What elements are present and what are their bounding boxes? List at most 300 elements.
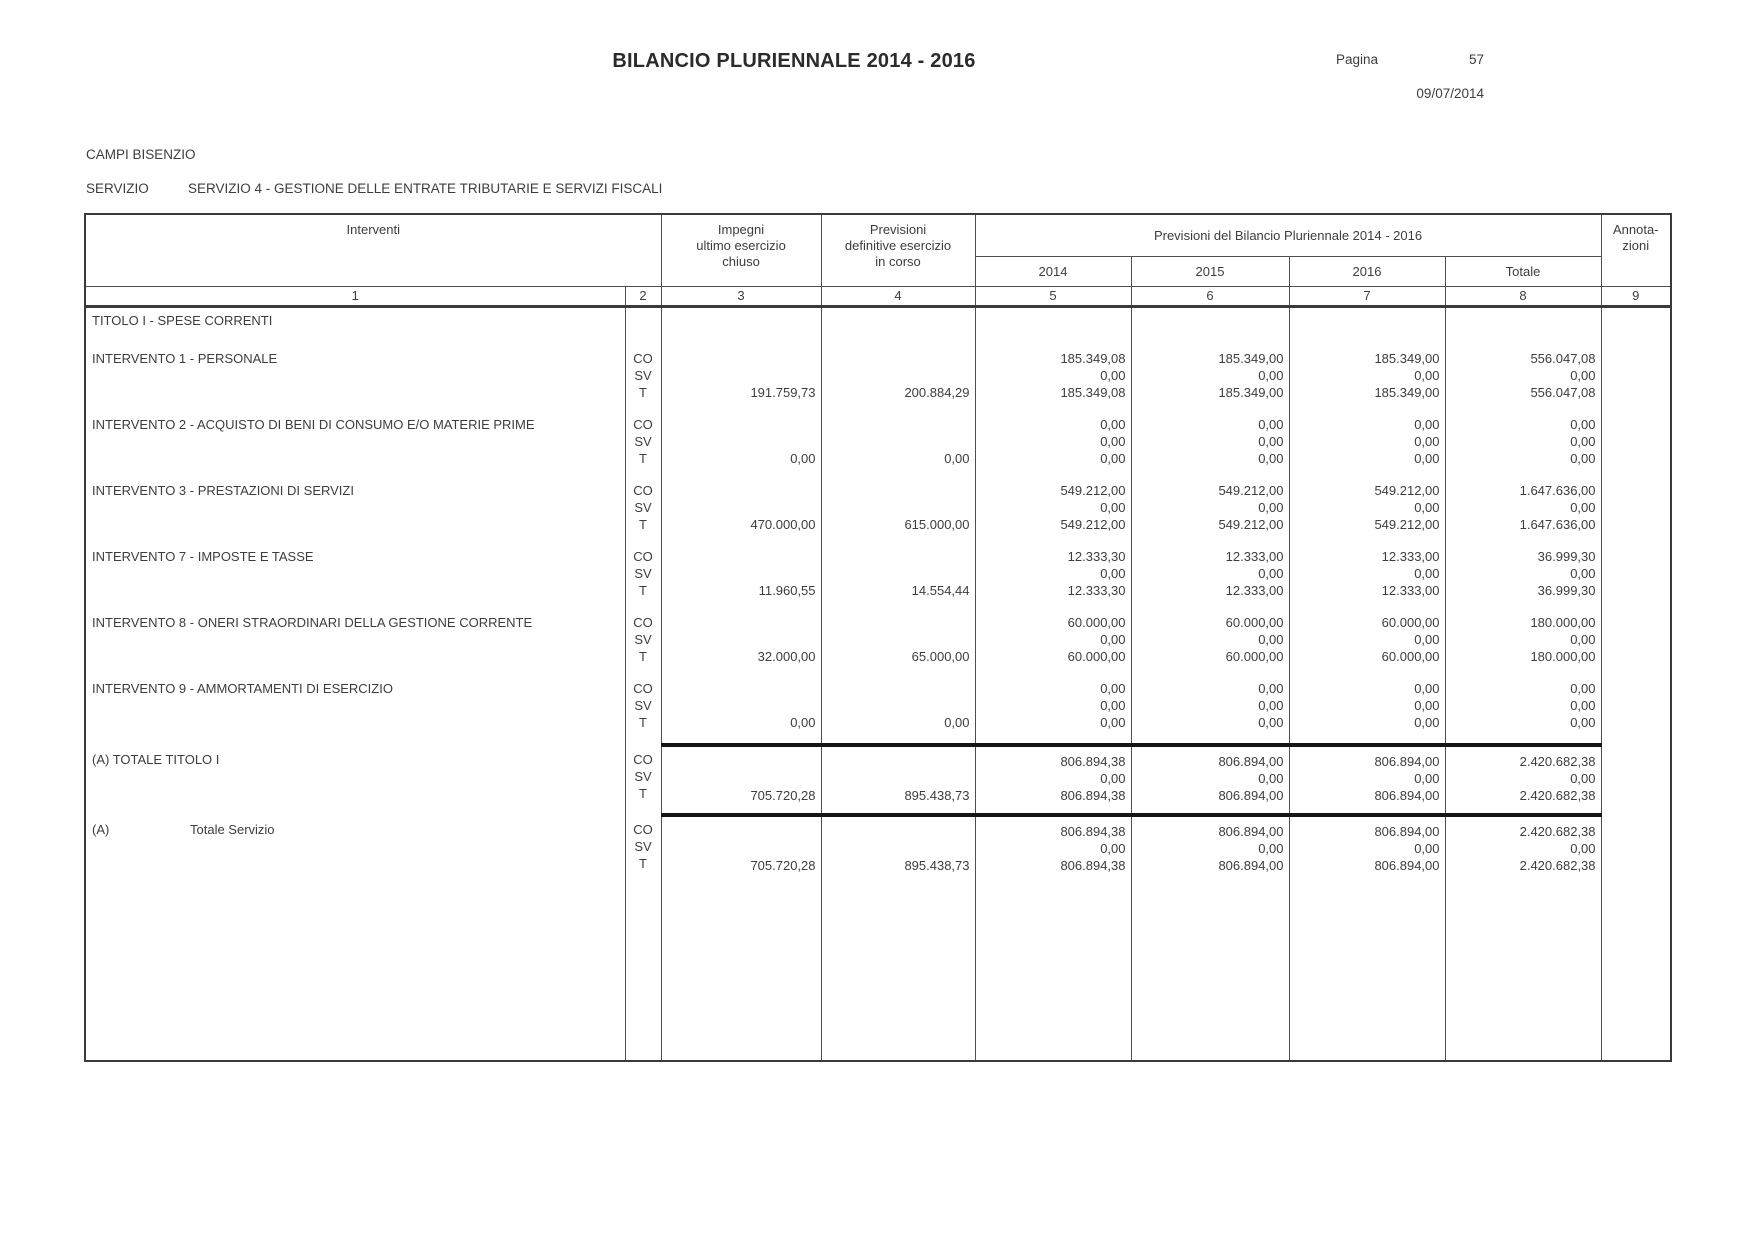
row-type-sv: SV <box>634 368 652 383</box>
value-co: 1.647.636,00 <box>1519 483 1596 498</box>
value-sv: 0,00 <box>1100 698 1126 713</box>
table-header <box>85 214 1671 306</box>
value-sv <box>662 770 821 787</box>
anno-2014-cell <box>975 677 1131 745</box>
intervento-label: INTERVENTO 3 - PRESTAZIONI DI SERVIZI <box>92 483 354 498</box>
value-sv: 0,00 <box>1100 500 1126 515</box>
anno-2016-cell <box>1289 815 1445 883</box>
value-t: 705.720,28 <box>750 788 816 803</box>
annotazioni-cell <box>1601 413 1671 479</box>
impegni-cell <box>661 347 821 413</box>
header-impegni-line3: chiuso <box>722 254 760 269</box>
value-sv: 0,00 <box>1414 500 1440 515</box>
value-t: 191.759,73 <box>750 385 816 400</box>
value-sv <box>822 367 975 384</box>
value-t: 12.333,00 <box>1381 583 1440 598</box>
value-sv <box>822 840 975 857</box>
value-sv <box>662 433 821 450</box>
value-co: 806.894,38 <box>1060 754 1126 769</box>
value-co <box>822 482 975 499</box>
value-co: 185.349,00 <box>1374 351 1440 366</box>
value-t: 2.420.682,38 <box>1519 858 1596 873</box>
header-annotazioni-line2: zioni <box>1622 238 1650 253</box>
value-sv <box>662 697 821 714</box>
value-sv: 0,00 <box>1258 434 1284 449</box>
value-sv: 0,00 <box>1570 632 1596 647</box>
value-co: 549.212,00 <box>1218 483 1284 498</box>
anno-2016-cell <box>1289 611 1445 677</box>
totale-cell <box>1445 677 1601 745</box>
anno-2014-cell <box>975 347 1131 413</box>
impegni-cell <box>661 815 821 883</box>
value-co <box>822 680 975 697</box>
anno-2015-cell <box>1131 815 1289 883</box>
value-sv: 0,00 <box>1100 771 1126 786</box>
intervento-label-cell <box>85 479 625 545</box>
value-co: 12.333,00 <box>1381 549 1440 564</box>
filler-cell <box>1289 883 1445 1061</box>
value-sv: 0,00 <box>1570 771 1596 786</box>
value-sv: 0,00 <box>1100 632 1126 647</box>
value-sv: 0,00 <box>1258 368 1284 383</box>
anno-2014-cell <box>975 479 1131 545</box>
value-sv: 0,00 <box>1414 566 1440 581</box>
value-co <box>822 753 975 770</box>
row-type-cell <box>625 545 661 611</box>
value-co: 12.333,30 <box>1067 549 1126 564</box>
intervento-label: (A) TOTALE TITOLO I <box>92 752 220 767</box>
value-t: 60.000,00 <box>1381 649 1440 664</box>
header-totale: Totale <box>1445 256 1601 286</box>
anno-2016-cell <box>1289 479 1445 545</box>
annotazioni-cell <box>1601 347 1671 413</box>
row-type-sv: SV <box>634 839 652 854</box>
row-type-cell <box>625 815 661 883</box>
previsioni-definitive-cell <box>821 611 975 677</box>
filler-row <box>85 883 1671 1061</box>
filler-cell <box>821 883 975 1061</box>
anno-2014-cell <box>975 815 1131 883</box>
row-type-sv: SV <box>634 566 652 581</box>
column-number-9: 9 <box>1601 286 1671 306</box>
row-type-sv: SV <box>634 632 652 647</box>
value-t: 0,00 <box>1570 451 1596 466</box>
anno-2016-cell <box>1289 745 1445 815</box>
value-co: 806.894,00 <box>1218 754 1284 769</box>
value-sv: 0,00 <box>1570 368 1596 383</box>
value-t: 0,00 <box>1258 451 1284 466</box>
filler-cell <box>975 883 1131 1061</box>
value-cell <box>821 306 975 347</box>
value-sv: 0,00 <box>1570 698 1596 713</box>
totale-cell <box>1445 815 1601 883</box>
anno-2016-cell <box>1289 545 1445 611</box>
page-title: BILANCIO PLURIENNALE 2014 - 2016 <box>612 50 976 72</box>
row-type-co: CO <box>633 615 653 630</box>
value-t: 65.000,00 <box>911 649 970 664</box>
value-t: 60.000,00 <box>1067 649 1126 664</box>
intervento-label: INTERVENTO 2 - ACQUISTO DI BENI DI CONSUMO E/O MATERIE PRIME <box>92 417 535 432</box>
anno-2014-cell <box>975 413 1131 479</box>
value-sv: 0,00 <box>1414 841 1440 856</box>
row-type-cell <box>625 413 661 479</box>
value-t: 556.047,08 <box>1530 385 1596 400</box>
totale-cell <box>1445 413 1601 479</box>
intervento-label-cell <box>85 745 625 815</box>
row-type-cell <box>625 677 661 745</box>
anno-2016-cell <box>1289 677 1445 745</box>
previsioni-definitive-cell <box>821 677 975 745</box>
row-type-co: CO <box>633 549 653 564</box>
value-t: 11.960,55 <box>758 583 816 598</box>
row-type-cell <box>625 745 661 815</box>
previsioni-definitive-cell <box>821 413 975 479</box>
value-t: 0,00 <box>1414 451 1440 466</box>
value-cell <box>1131 306 1289 347</box>
value-sv: 0,00 <box>1100 368 1126 383</box>
anno-2015-cell <box>1131 745 1289 815</box>
totale-cell <box>1445 611 1601 677</box>
budget-table <box>84 213 1672 1062</box>
value-cell <box>975 306 1131 347</box>
header-prevdef-line3: in corso <box>875 254 921 269</box>
value-cell <box>1289 306 1445 347</box>
value-cell <box>661 306 821 347</box>
intervento-row <box>85 413 1671 479</box>
anno-2014-cell <box>975 611 1131 677</box>
value-sv: 0,00 <box>1414 632 1440 647</box>
value-co: 60.000,00 <box>1225 615 1284 630</box>
anno-2015-cell <box>1131 413 1289 479</box>
row-type-co: CO <box>633 483 653 498</box>
anno-2016-cell <box>1289 347 1445 413</box>
value-t: 200.884,29 <box>904 385 970 400</box>
value-co <box>822 614 975 631</box>
value-co <box>662 416 821 433</box>
header-interventi: Interventi <box>85 214 661 286</box>
value-sv <box>822 697 975 714</box>
intervento-label-cell <box>85 545 625 611</box>
section-title-cell <box>85 306 625 347</box>
value-t: 0,00 <box>790 715 816 730</box>
value-co <box>822 416 975 433</box>
row-type-t: T <box>639 583 647 598</box>
value-sv: 0,00 <box>1258 566 1284 581</box>
value-sv: 0,00 <box>1100 841 1126 856</box>
value-co <box>662 350 821 367</box>
filler-cell <box>1445 883 1601 1061</box>
value-sv: 0,00 <box>1258 632 1284 647</box>
value-co: 12.333,00 <box>1225 549 1284 564</box>
anno-2015-cell <box>1131 479 1289 545</box>
annotazioni-cell <box>1601 306 1671 347</box>
intervento-label: INTERVENTO 7 - IMPOSTE E TASSE <box>92 549 314 564</box>
row-type-t: T <box>639 715 647 730</box>
value-t: 185.349,08 <box>1060 385 1126 400</box>
value-t: 806.894,00 <box>1218 858 1284 873</box>
intervento-label: INTERVENTO 8 - ONERI STRAORDINARI DELLA GESTIONE CORRENTE <box>92 615 533 630</box>
value-t: 36.999,30 <box>1537 583 1596 598</box>
value-sv <box>822 499 975 516</box>
column-number-2: 2 <box>625 286 661 306</box>
filler-cell <box>1601 883 1671 1061</box>
value-co: 2.420.682,38 <box>1519 824 1596 839</box>
entity-name: CAMPI BISENZIO <box>86 147 196 162</box>
intervento-label-cell <box>85 413 625 479</box>
value-t: 32.000,00 <box>757 649 816 664</box>
value-t: 14.554,44 <box>911 583 970 598</box>
section-title: TITOLO I - SPESE CORRENTI <box>92 312 273 328</box>
page-number: 57 <box>1468 52 1484 67</box>
row-type-sv: SV <box>634 434 652 449</box>
value-t: 60.000,00 <box>1225 649 1284 664</box>
value-t: 806.894,00 <box>1374 858 1440 873</box>
row-type-t: T <box>639 517 647 532</box>
value-co: 2.420.682,38 <box>1519 754 1596 769</box>
value-co: 0,00 <box>1100 417 1126 432</box>
value-sv: 0,00 <box>1258 841 1284 856</box>
value-t: 12.333,30 <box>1067 583 1126 598</box>
row-type-co: CO <box>633 822 653 837</box>
value-co: 0,00 <box>1570 417 1596 432</box>
section-title-row <box>85 306 1671 347</box>
service-label: SERVIZIO <box>86 181 149 196</box>
intervento-label-cell <box>85 347 625 413</box>
previsioni-definitive-cell <box>821 545 975 611</box>
impegni-cell <box>661 545 821 611</box>
value-t: 806.894,00 <box>1374 788 1440 803</box>
row-type-co: CO <box>633 681 653 696</box>
value-t: 705.720,28 <box>750 858 816 873</box>
value-t: 549.212,00 <box>1060 517 1126 532</box>
totale-cell <box>1445 545 1601 611</box>
value-co: 0,00 <box>1100 681 1126 696</box>
row-type-cell <box>625 306 661 347</box>
value-t: 12.333,00 <box>1225 583 1284 598</box>
value-sv <box>822 631 975 648</box>
previsioni-definitive-cell <box>821 745 975 815</box>
value-co: 0,00 <box>1258 681 1284 696</box>
header-impegni-line1: Impegni <box>717 222 765 237</box>
annotazioni-cell <box>1601 545 1671 611</box>
anno-2015-cell <box>1131 677 1289 745</box>
anno-2015-cell <box>1131 347 1289 413</box>
value-co: 180.000,00 <box>1530 615 1596 630</box>
value-t: 549.212,00 <box>1218 517 1284 532</box>
header-impegni <box>661 214 821 286</box>
intervento-label-cell <box>85 815 625 883</box>
value-sv: 0,00 <box>1570 434 1596 449</box>
intervento-row <box>85 479 1671 545</box>
annotazioni-cell <box>1601 745 1671 815</box>
totale-cell <box>1445 479 1601 545</box>
value-t: 0,00 <box>1414 715 1440 730</box>
value-sv: 0,00 <box>1570 566 1596 581</box>
value-co: 60.000,00 <box>1067 615 1126 630</box>
value-t: 0,00 <box>944 715 970 730</box>
row-type-t: T <box>639 786 647 801</box>
header-prevdef-line2: definitive esercizio <box>844 238 952 253</box>
service-row <box>86 181 662 196</box>
value-co: 806.894,38 <box>1060 824 1126 839</box>
row-type-t: T <box>639 451 647 466</box>
header-annotazioni <box>1601 214 1671 286</box>
value-co <box>662 680 821 697</box>
value-t: 895.438,73 <box>904 858 970 873</box>
row-type-sv: SV <box>634 698 652 713</box>
row-type-t: T <box>639 649 647 664</box>
column-number-1: 1 <box>85 286 625 306</box>
value-t: 180.000,00 <box>1530 649 1596 664</box>
intervento-row <box>85 745 1671 815</box>
value-co <box>662 614 821 631</box>
value-t: 806.894,38 <box>1060 858 1126 873</box>
value-co: 60.000,00 <box>1381 615 1440 630</box>
value-sv <box>822 565 975 582</box>
value-co: 0,00 <box>1258 417 1284 432</box>
column-number-8: 8 <box>1445 286 1601 306</box>
value-co <box>822 823 975 840</box>
filler-cell <box>625 883 661 1061</box>
value-sv: 0,00 <box>1100 434 1126 449</box>
value-t: 0,00 <box>1100 715 1126 730</box>
value-sv: 0,00 <box>1414 434 1440 449</box>
value-co <box>822 350 975 367</box>
value-sv <box>662 565 821 582</box>
column-number-3: 3 <box>661 286 821 306</box>
value-t: 549.212,00 <box>1374 517 1440 532</box>
impegni-cell <box>661 413 821 479</box>
header-year-2016: 2016 <box>1289 256 1445 286</box>
intervento-sublabel: Totale Servizio <box>190 822 275 837</box>
value-t: 0,00 <box>944 451 970 466</box>
row-type-t: T <box>639 856 647 871</box>
row-type-cell <box>625 479 661 545</box>
value-co: 549.212,00 <box>1374 483 1440 498</box>
value-sv <box>662 840 821 857</box>
column-number-row <box>85 286 1671 306</box>
value-sv: 0,00 <box>1258 500 1284 515</box>
column-number-6: 6 <box>1131 286 1289 306</box>
value-t: 2.420.682,38 <box>1519 788 1596 803</box>
value-cell <box>1445 306 1601 347</box>
value-t: 895.438,73 <box>904 788 970 803</box>
value-sv <box>662 499 821 516</box>
impegni-cell <box>661 745 821 815</box>
anno-2016-cell <box>1289 413 1445 479</box>
value-co: 36.999,30 <box>1537 549 1596 564</box>
row-type-co: CO <box>633 351 653 366</box>
value-sv: 0,00 <box>1414 771 1440 786</box>
anno-2014-cell <box>975 545 1131 611</box>
filler-cell <box>1131 883 1289 1061</box>
value-co: 556.047,08 <box>1530 351 1596 366</box>
header-previsioni-pluriennale: Previsioni del Bilancio Pluriennale 2014 - 2016 <box>975 214 1601 256</box>
value-co <box>662 548 821 565</box>
value-co: 185.349,00 <box>1218 351 1284 366</box>
annotazioni-cell <box>1601 479 1671 545</box>
header-row-main <box>85 214 1671 256</box>
value-t: 0,00 <box>1100 451 1126 466</box>
value-t: 0,00 <box>1570 715 1596 730</box>
anno-2014-cell <box>975 745 1131 815</box>
service-value: SERVIZIO 4 - GESTIONE DELLE ENTRATE TRIBUTARIE E SERVIZI FISCALI <box>188 181 663 196</box>
value-sv: 0,00 <box>1100 566 1126 581</box>
value-t: 0,00 <box>790 451 816 466</box>
value-co: 806.894,00 <box>1374 754 1440 769</box>
impegni-cell <box>661 677 821 745</box>
table-body <box>85 306 1671 1061</box>
intervento-row <box>85 347 1671 413</box>
intervento-row <box>85 815 1671 883</box>
value-sv <box>822 433 975 450</box>
report-date: 09/07/2014 <box>1416 86 1484 101</box>
value-t: 185.349,00 <box>1218 385 1284 400</box>
row-type-cell <box>625 347 661 413</box>
page-number-row <box>1336 52 1484 67</box>
value-co <box>662 753 821 770</box>
value-t: 806.894,38 <box>1060 788 1126 803</box>
anno-2015-cell <box>1131 611 1289 677</box>
previsioni-definitive-cell <box>821 815 975 883</box>
column-number-4: 4 <box>821 286 975 306</box>
value-co: 0,00 <box>1414 417 1440 432</box>
value-t: 615.000,00 <box>904 517 970 532</box>
value-t: 1.647.636,00 <box>1519 517 1596 532</box>
value-co: 806.894,00 <box>1218 824 1284 839</box>
previsioni-definitive-cell <box>821 347 975 413</box>
row-type-t: T <box>639 385 647 400</box>
value-co <box>662 482 821 499</box>
value-co <box>662 823 821 840</box>
value-t: 185.349,00 <box>1374 385 1440 400</box>
intervento-row <box>85 611 1671 677</box>
totale-cell <box>1445 347 1601 413</box>
header-year-2015: 2015 <box>1131 256 1289 286</box>
annotazioni-cell <box>1601 611 1671 677</box>
intervento-label: (A) <box>92 822 110 837</box>
intervento-row <box>85 677 1671 745</box>
value-co: 806.894,00 <box>1374 824 1440 839</box>
header-annotazioni-line1: Annota- <box>1612 222 1659 237</box>
filler-cell <box>85 883 625 1061</box>
intervento-label: INTERVENTO 1 - PERSONALE <box>92 351 278 366</box>
value-sv <box>822 770 975 787</box>
header-year-2014: 2014 <box>975 256 1131 286</box>
value-co: 0,00 <box>1414 681 1440 696</box>
intervento-label-cell <box>85 677 625 745</box>
value-co <box>822 548 975 565</box>
row-type-cell <box>625 611 661 677</box>
value-t: 806.894,00 <box>1218 788 1284 803</box>
row-type-sv: SV <box>634 769 652 784</box>
anno-2015-cell <box>1131 545 1289 611</box>
row-type-co: CO <box>633 752 653 767</box>
value-sv: 0,00 <box>1258 698 1284 713</box>
header-prevdef-line1: Previsioni <box>869 222 927 237</box>
value-co: 549.212,00 <box>1060 483 1126 498</box>
totale-cell <box>1445 745 1601 815</box>
intervento-row <box>85 545 1671 611</box>
impegni-cell <box>661 479 821 545</box>
row-type-sv: SV <box>634 500 652 515</box>
column-number-7: 7 <box>1289 286 1445 306</box>
value-sv: 0,00 <box>1570 500 1596 515</box>
annotazioni-cell <box>1601 677 1671 745</box>
row-type-co: CO <box>633 417 653 432</box>
value-sv <box>662 631 821 648</box>
value-sv: 0,00 <box>1570 841 1596 856</box>
